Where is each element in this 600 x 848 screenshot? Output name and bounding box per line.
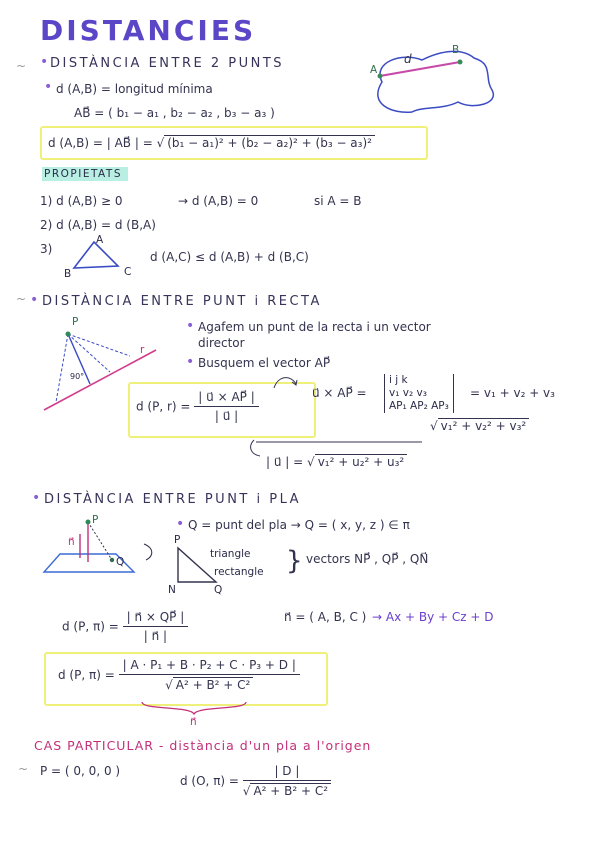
plane-n-label: n⃗ xyxy=(68,536,75,548)
bullet-dot: • xyxy=(30,292,39,308)
triangle-type-2: rectangle xyxy=(214,566,264,578)
bullet-dot: • xyxy=(186,318,195,334)
pink-underbrace xyxy=(140,700,250,716)
property-1-implies: → d (A,B) = 0 xyxy=(178,194,259,208)
section-1-heading-row xyxy=(16,55,26,74)
property-1-condition: si A = B xyxy=(314,194,362,208)
plane-cross-fraction xyxy=(123,610,189,643)
plane-equation: → Ax + By + Cz + D xyxy=(372,610,494,624)
triangle-a-label: A xyxy=(96,234,104,246)
triangle-p-label: P xyxy=(174,534,181,546)
plane-distance-radicand: A² + B² + C² xyxy=(173,677,254,692)
step-1-text: Agafem un punt de la recta i un vector xyxy=(198,320,431,334)
bullet-dot: • xyxy=(44,79,53,95)
plane-distance-denominator xyxy=(119,675,300,692)
point-line-formula-lhs: d (P, r) = xyxy=(136,399,191,414)
plane-point-definition: Q = punt del pla → Q = ( x, y, z ) ∈ π xyxy=(188,518,410,532)
dashed-2 xyxy=(68,334,110,372)
step-2-text: Busquem el vector AP⃗ xyxy=(198,356,331,370)
triangle-type-1: triangle xyxy=(210,548,251,560)
dashed-1 xyxy=(68,334,130,356)
modulus-radicand-2: v₁² + u₂² + u₃² xyxy=(315,454,408,469)
plane-distance-numerator: | A · P₁ + B · P₂ + C · P₃ + D | xyxy=(119,658,300,675)
section-heading-two-points: DISTÀNCIA ENTRE 2 PUNTS xyxy=(50,56,285,71)
vector-ab-components: AB⃗ = ( b₁ − a₁ , b₂ − a₂ , b₃ − a₃ ) xyxy=(74,106,275,120)
modulus-result-1 xyxy=(430,418,529,433)
angle-label: 90° xyxy=(70,372,85,381)
property-2: 2) d (A,B) = d (B,A) xyxy=(40,218,156,232)
step-1-text-cont: director xyxy=(198,336,245,350)
origin-distance-lhs: d (O, π) = xyxy=(180,774,239,788)
bullet-dot: • xyxy=(40,54,49,70)
point-line-denominator: | u⃗ | xyxy=(214,409,239,423)
distance-formula-radicand: (b₁ − a₁)² + (b₂ − a₂)² + (b₃ − a₃)² xyxy=(164,135,375,150)
modulus-radicand-1: v₁² + v₂² + v₃² xyxy=(438,418,530,433)
plane-distance-formula xyxy=(58,658,300,692)
origin-point-def: P = ( 0, 0, 0 ) xyxy=(40,764,121,778)
origin-distance-numerator: | D | xyxy=(243,764,331,781)
cross-product-lhs: u⃗ × AP⃗ = xyxy=(312,386,367,400)
distance-d-label: d xyxy=(404,52,412,66)
point-b-label: B xyxy=(452,44,460,56)
triangle-n-label: N xyxy=(168,584,176,596)
det-row-3: AP₁ AP₂ AP₃ xyxy=(389,400,449,412)
origin-distance-formula xyxy=(180,764,331,798)
segment-ab xyxy=(380,62,460,76)
point-line-numerator: | u⃗ × AP⃗ | xyxy=(194,390,258,407)
point-a-label: A xyxy=(370,64,378,76)
origin-distance-radicand: A² + B² + C² xyxy=(250,783,331,798)
point-b xyxy=(458,60,463,65)
modulus-lhs: | u⃗ | = xyxy=(266,455,304,469)
sqrt-symbol: √ xyxy=(165,678,173,692)
bullet-dot: • xyxy=(176,516,185,532)
determinant xyxy=(384,374,454,413)
dashed-3 xyxy=(56,334,68,402)
plane-q-label: Q xyxy=(116,556,125,568)
plane-distance-lhs: d (P, π) = xyxy=(58,668,115,682)
dash-mark: ~ xyxy=(16,292,27,306)
point-line-fraction xyxy=(194,390,258,423)
sqrt-symbol: √ xyxy=(242,784,251,798)
normal-vector-def: n⃗ = ( A, B, C ) xyxy=(284,610,367,624)
sqrt-symbol: √ xyxy=(156,136,165,150)
sqrt-symbol: √ xyxy=(307,455,315,469)
section-heading-point-plane: DISTÀNCIA ENTRE PUNT i PLA xyxy=(44,492,302,507)
section-heading-point-line: DISTÀNCIA ENTRE PUNT i RECTA xyxy=(42,294,322,309)
figure-p-label: P xyxy=(72,316,79,328)
page-title: DISTANCIES xyxy=(40,14,257,47)
curved-arrow-2 xyxy=(244,438,264,460)
modulus-result-2 xyxy=(266,454,407,469)
point-a xyxy=(378,74,383,79)
two-points-figure xyxy=(362,44,502,116)
det-row-2: v₁ v₂ v₃ xyxy=(389,387,427,399)
origin-distance-denominator xyxy=(243,781,331,798)
point-plane-figure xyxy=(38,514,138,578)
plane-p-label: P xyxy=(92,514,99,526)
plane-distance-fraction xyxy=(119,658,300,692)
plane-cross-lhs: d (P, π) = xyxy=(62,619,119,634)
special-case-heading: CAS PARTICULAR - distància d'un pla a l'origen xyxy=(34,738,372,753)
distance-formula-lhs: d (A,B) = | AB⃗ | = xyxy=(48,136,153,150)
distance-definition: d (A,B) = longitud mínima xyxy=(56,82,213,96)
origin-distance-fraction xyxy=(243,764,331,798)
bullet-dot: • xyxy=(186,354,195,370)
sqrt-symbol: √ xyxy=(430,419,438,433)
distance-formula xyxy=(48,135,375,150)
triangle-inequality: d (A,C) ≤ d (A,B) + d (B,C) xyxy=(150,250,309,264)
cross-product-rhs: = v₁ + v₂ + v₃ xyxy=(470,386,555,400)
property-3: 3) xyxy=(40,242,53,256)
curved-arrow-3 xyxy=(140,540,160,564)
property-1: 1) d (A,B) ≥ 0 xyxy=(40,194,123,208)
curved-arrow-1 xyxy=(270,372,300,394)
triangle-b-label: B xyxy=(64,268,72,280)
brace: } xyxy=(286,546,303,576)
plane-cross-denominator: | n⃗ | xyxy=(143,629,168,643)
point-q xyxy=(110,558,114,562)
det-row-1: i j k xyxy=(389,374,408,386)
dash-mark: ~ xyxy=(16,59,27,73)
underbrace-n-label: n⃗ xyxy=(190,716,197,728)
point-p xyxy=(66,332,71,337)
properties-label: PROPIETATS xyxy=(44,168,122,180)
vectors-list: vectors NP⃗ , QP⃗ , QN⃗ xyxy=(306,552,429,566)
triangle-q-label: Q xyxy=(214,584,223,596)
squiggle-region xyxy=(378,51,494,112)
plane-cross-numerator: | n⃗ × QP⃗ | xyxy=(123,610,189,627)
bullet-dot: • xyxy=(32,490,41,506)
long-divider-line xyxy=(256,440,426,444)
dash-mark: ~ xyxy=(18,762,29,776)
point-p xyxy=(86,520,91,525)
plane-cross-formula xyxy=(62,610,188,643)
figure-r-label: r xyxy=(140,344,145,356)
triangle-c-label: C xyxy=(124,266,132,278)
point-line-formula xyxy=(136,390,259,423)
